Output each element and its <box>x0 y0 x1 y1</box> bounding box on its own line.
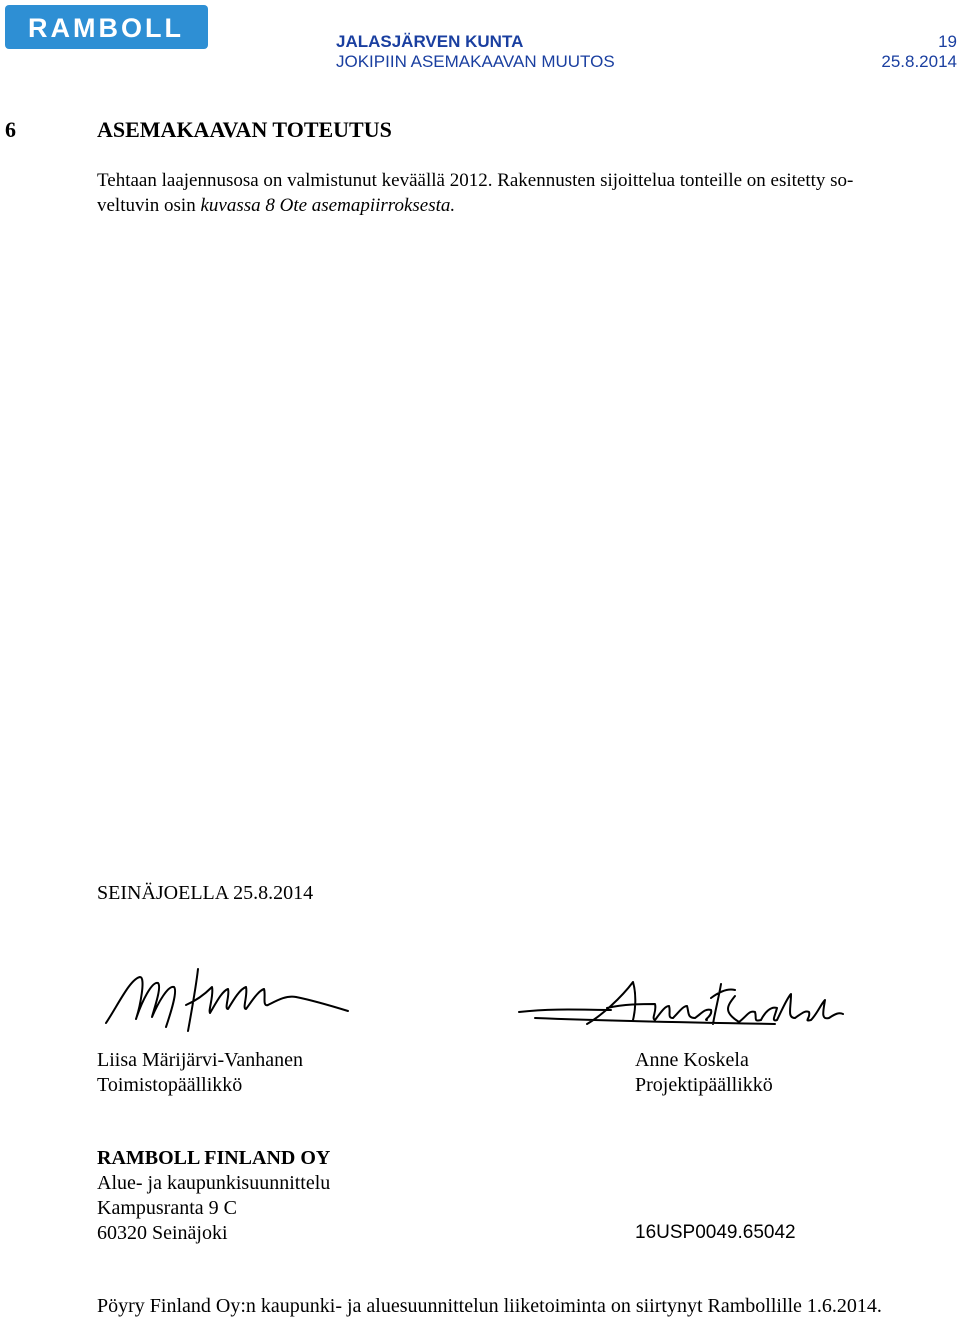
logo-wordmark: RAMBOLL <box>28 13 184 43</box>
company-department: Alue- ja kaupunkisuunnittelu <box>97 1172 331 1194</box>
company-street: Kampusranta 9 C <box>97 1197 237 1219</box>
signer-1-name: Liisa Märijärvi-Vanhanen <box>97 1049 304 1071</box>
ramboll-logo <box>5 5 208 49</box>
paragraph-line-2-text: veltuvin osin <box>97 195 201 216</box>
signer-2-name: Anne Koskela <box>635 1049 749 1071</box>
section-number: 6 <box>5 117 16 142</box>
header-organization: JALASJÄRVEN KUNTA <box>336 32 524 51</box>
project-number: 16USP0049.65042 <box>635 1222 796 1243</box>
place-and-date: SEINÄJOELLA 25.8.2014 <box>97 882 314 904</box>
page-number: 19 <box>938 32 957 51</box>
figure-reference: kuvassa 8 Ote asemapiirroksesta. <box>200 195 456 216</box>
section-title: ASEMAKAAVAN TOTEUTUS <box>97 117 392 142</box>
paragraph-line-2 <box>97 195 455 217</box>
signature-anne <box>515 968 845 1033</box>
signer-2-role: Projektipäällikkö <box>635 1074 773 1096</box>
company-city: 60320 Seinäjoki <box>97 1222 228 1244</box>
paragraph-line-1: Tehtaan laajennusosa on valmistunut keväällä 2012. Rakennusten sijoittelua tonteille on esitetty so- <box>97 170 854 191</box>
header-date: 25.8.2014 <box>881 52 957 71</box>
signer-1-role: Toimistopäällikkö <box>97 1074 243 1096</box>
signature-liisa <box>100 965 360 1040</box>
company-name: RAMBOLL FINLAND OY <box>97 1147 331 1169</box>
ramboll-logo-mark <box>5 5 208 49</box>
header-subtitle: JOKIPIIN ASEMAKAAVAN MUUTOS <box>336 52 615 71</box>
footer-note: Pöyry Finland Oy:n kaupunki- ja aluesuunnittelun liiketoiminta on siirtynyt Rambollille 1.6.2014. <box>97 1295 882 1317</box>
